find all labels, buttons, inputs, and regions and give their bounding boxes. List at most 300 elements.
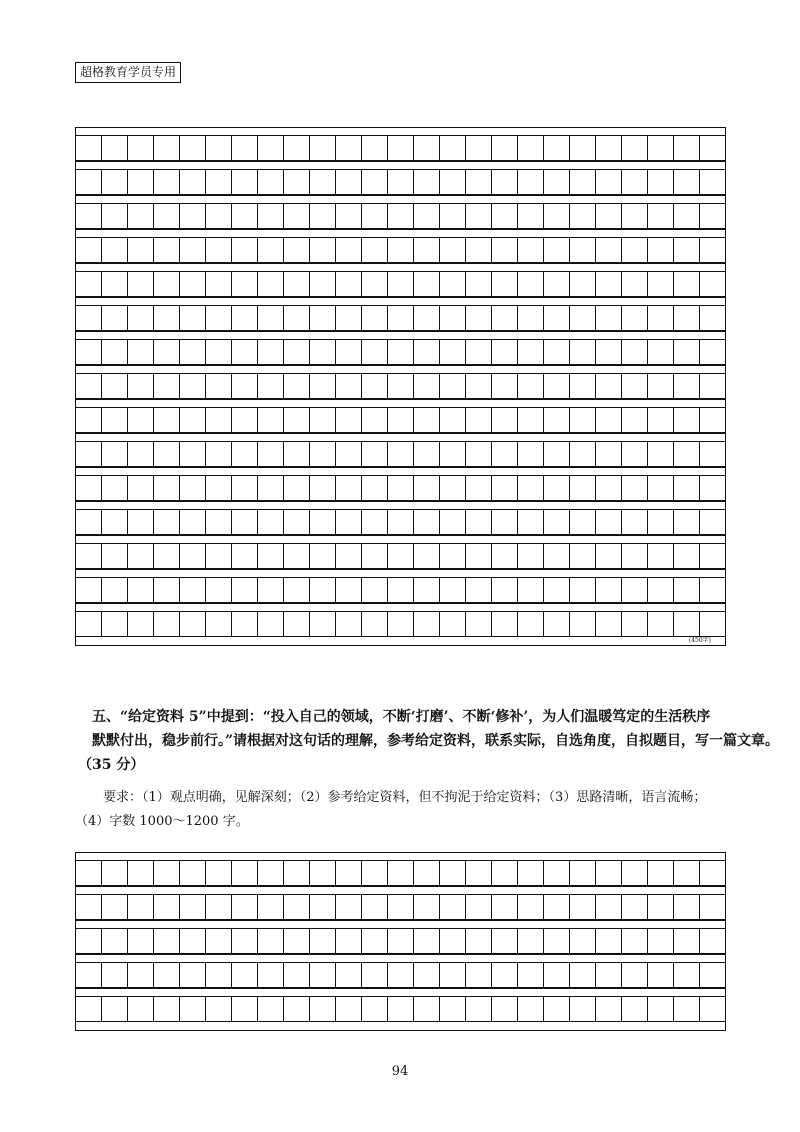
grid-cell[interactable] xyxy=(465,510,491,534)
grid-cell[interactable] xyxy=(179,272,205,296)
grid-cell[interactable] xyxy=(491,997,517,1021)
grid-cell[interactable] xyxy=(569,340,595,364)
grid-cell[interactable] xyxy=(309,861,335,885)
grid-cell[interactable] xyxy=(257,963,283,987)
grid-cell[interactable] xyxy=(699,272,725,296)
grid-cell[interactable] xyxy=(543,204,569,228)
grid-cell[interactable] xyxy=(491,408,517,432)
grid-cell[interactable] xyxy=(439,408,465,432)
grid-cell[interactable] xyxy=(387,476,413,500)
grid-cell[interactable] xyxy=(699,929,725,953)
grid-cell[interactable] xyxy=(517,476,543,500)
grid-cell[interactable] xyxy=(283,374,309,398)
grid-cell[interactable] xyxy=(257,374,283,398)
grid-cell[interactable] xyxy=(335,306,361,330)
grid-cell[interactable] xyxy=(387,895,413,919)
grid-cell[interactable] xyxy=(517,544,543,568)
grid-cell[interactable] xyxy=(439,578,465,602)
grid-cell[interactable] xyxy=(595,612,621,636)
grid-cell[interactable] xyxy=(699,408,725,432)
grid-cell[interactable] xyxy=(257,340,283,364)
grid-cell[interactable] xyxy=(543,861,569,885)
grid-cell[interactable] xyxy=(283,997,309,1021)
grid-cell[interactable] xyxy=(387,272,413,296)
grid-cell[interactable] xyxy=(413,442,439,466)
grid-cell[interactable] xyxy=(491,170,517,194)
grid-cell[interactable] xyxy=(179,408,205,432)
grid-cell[interactable] xyxy=(335,997,361,1021)
grid-cell[interactable] xyxy=(231,963,257,987)
grid-cell[interactable] xyxy=(101,612,127,636)
grid-cell[interactable] xyxy=(647,408,673,432)
grid-cell[interactable] xyxy=(153,408,179,432)
grid-cell[interactable] xyxy=(517,272,543,296)
grid-cell[interactable] xyxy=(621,204,647,228)
grid-cell[interactable] xyxy=(127,929,153,953)
grid-cell[interactable] xyxy=(257,510,283,534)
grid-cell[interactable] xyxy=(413,578,439,602)
grid-cell[interactable] xyxy=(673,272,699,296)
grid-cell[interactable] xyxy=(699,442,725,466)
grid-cell[interactable] xyxy=(517,861,543,885)
grid-cell[interactable] xyxy=(699,963,725,987)
grid-cell[interactable] xyxy=(439,238,465,262)
grid-cell[interactable] xyxy=(673,374,699,398)
grid-cell[interactable] xyxy=(361,861,387,885)
grid-cell[interactable] xyxy=(309,340,335,364)
grid-cell[interactable] xyxy=(127,442,153,466)
grid-cell[interactable] xyxy=(257,204,283,228)
grid-cell[interactable] xyxy=(699,997,725,1021)
grid-cell[interactable] xyxy=(101,544,127,568)
grid-cell[interactable] xyxy=(309,997,335,1021)
grid-cell[interactable] xyxy=(205,929,231,953)
grid-cell[interactable] xyxy=(673,612,699,636)
grid-cell[interactable] xyxy=(413,272,439,296)
grid-cell[interactable] xyxy=(517,238,543,262)
grid-cell[interactable] xyxy=(673,861,699,885)
grid-cell[interactable] xyxy=(491,929,517,953)
grid-cell[interactable] xyxy=(127,476,153,500)
grid-cell[interactable] xyxy=(101,578,127,602)
grid-cell[interactable] xyxy=(76,510,101,534)
grid-cell[interactable] xyxy=(595,895,621,919)
grid-cell[interactable] xyxy=(439,170,465,194)
grid-cell[interactable] xyxy=(543,442,569,466)
grid-cell[interactable] xyxy=(465,997,491,1021)
grid-cell[interactable] xyxy=(387,408,413,432)
grid-cell[interactable] xyxy=(543,510,569,534)
grid-cell[interactable] xyxy=(257,408,283,432)
grid-cell[interactable] xyxy=(361,963,387,987)
grid-cell[interactable] xyxy=(517,997,543,1021)
grid-cell[interactable] xyxy=(621,578,647,602)
grid-cell[interactable] xyxy=(127,861,153,885)
grid-cell[interactable] xyxy=(127,204,153,228)
grid-cell[interactable] xyxy=(283,136,309,160)
grid-cell[interactable] xyxy=(673,963,699,987)
grid-cell[interactable] xyxy=(309,408,335,432)
grid-cell[interactable] xyxy=(491,272,517,296)
grid-cell[interactable] xyxy=(101,204,127,228)
grid-cell[interactable] xyxy=(673,544,699,568)
grid-cell[interactable] xyxy=(127,544,153,568)
grid-cell[interactable] xyxy=(465,895,491,919)
grid-cell[interactable] xyxy=(413,963,439,987)
grid-cell[interactable] xyxy=(101,929,127,953)
grid-cell[interactable] xyxy=(231,306,257,330)
grid-cell[interactable] xyxy=(205,136,231,160)
grid-cell[interactable] xyxy=(413,510,439,534)
grid-cell[interactable] xyxy=(205,861,231,885)
grid-cell[interactable] xyxy=(335,170,361,194)
grid-cell[interactable] xyxy=(335,544,361,568)
grid-cell[interactable] xyxy=(569,204,595,228)
grid-cell[interactable] xyxy=(595,374,621,398)
grid-cell[interactable] xyxy=(673,476,699,500)
grid-cell[interactable] xyxy=(413,544,439,568)
grid-cell[interactable] xyxy=(335,476,361,500)
grid-cell[interactable] xyxy=(361,997,387,1021)
grid-cell[interactable] xyxy=(231,476,257,500)
grid-cell[interactable] xyxy=(205,510,231,534)
grid-cell[interactable] xyxy=(309,170,335,194)
grid-cell[interactable] xyxy=(491,578,517,602)
grid-cell[interactable] xyxy=(309,272,335,296)
grid-cell[interactable] xyxy=(543,238,569,262)
grid-cell[interactable] xyxy=(595,238,621,262)
grid-cell[interactable] xyxy=(517,408,543,432)
grid-cell[interactable] xyxy=(699,170,725,194)
grid-cell[interactable] xyxy=(179,442,205,466)
grid-cell[interactable] xyxy=(517,963,543,987)
grid-cell[interactable] xyxy=(647,272,673,296)
grid-cell[interactable] xyxy=(491,204,517,228)
grid-cell[interactable] xyxy=(101,895,127,919)
grid-cell[interactable] xyxy=(673,997,699,1021)
grid-cell[interactable] xyxy=(309,136,335,160)
grid-cell[interactable] xyxy=(491,544,517,568)
grid-cell[interactable] xyxy=(361,895,387,919)
grid-cell[interactable] xyxy=(387,340,413,364)
grid-cell[interactable] xyxy=(569,510,595,534)
grid-cell[interactable] xyxy=(205,340,231,364)
grid-cell[interactable] xyxy=(309,895,335,919)
grid-cell[interactable] xyxy=(76,442,101,466)
grid-cell[interactable] xyxy=(127,578,153,602)
grid-cell[interactable] xyxy=(179,929,205,953)
grid-cell[interactable] xyxy=(413,170,439,194)
grid-cell[interactable] xyxy=(153,238,179,262)
grid-cell[interactable] xyxy=(517,306,543,330)
grid-cell[interactable] xyxy=(673,136,699,160)
grid-cell[interactable] xyxy=(491,476,517,500)
grid-cell[interactable] xyxy=(283,861,309,885)
grid-cell[interactable] xyxy=(283,204,309,228)
grid-cell[interactable] xyxy=(491,136,517,160)
grid-cell[interactable] xyxy=(179,578,205,602)
grid-cell[interactable] xyxy=(335,374,361,398)
grid-cell[interactable] xyxy=(699,544,725,568)
grid-cell[interactable] xyxy=(179,340,205,364)
grid-cell[interactable] xyxy=(517,374,543,398)
grid-cell[interactable] xyxy=(699,510,725,534)
grid-cell[interactable] xyxy=(335,136,361,160)
grid-cell[interactable] xyxy=(179,238,205,262)
grid-cell[interactable] xyxy=(335,612,361,636)
grid-cell[interactable] xyxy=(205,170,231,194)
grid-cell[interactable] xyxy=(283,510,309,534)
grid-cell[interactable] xyxy=(101,510,127,534)
grid-cell[interactable] xyxy=(387,374,413,398)
grid-cell[interactable] xyxy=(673,408,699,432)
grid-cell[interactable] xyxy=(127,340,153,364)
grid-cell[interactable] xyxy=(283,340,309,364)
grid-cell[interactable] xyxy=(439,895,465,919)
grid-cell[interactable] xyxy=(101,476,127,500)
grid-cell[interactable] xyxy=(595,578,621,602)
grid-cell[interactable] xyxy=(621,612,647,636)
grid-cell[interactable] xyxy=(127,306,153,330)
grid-cell[interactable] xyxy=(127,895,153,919)
grid-cell[interactable] xyxy=(413,306,439,330)
grid-cell[interactable] xyxy=(465,929,491,953)
grid-cell[interactable] xyxy=(257,476,283,500)
grid-cell[interactable] xyxy=(517,204,543,228)
grid-cell[interactable] xyxy=(153,272,179,296)
grid-cell[interactable] xyxy=(101,997,127,1021)
grid-cell[interactable] xyxy=(205,408,231,432)
grid-cell[interactable] xyxy=(153,510,179,534)
grid-cell[interactable] xyxy=(101,170,127,194)
grid-cell[interactable] xyxy=(205,306,231,330)
grid-cell[interactable] xyxy=(673,238,699,262)
grid-cell[interactable] xyxy=(595,170,621,194)
grid-cell[interactable] xyxy=(283,578,309,602)
grid-cell[interactable] xyxy=(231,170,257,194)
grid-cell[interactable] xyxy=(699,895,725,919)
grid-cell[interactable] xyxy=(361,136,387,160)
grid-cell[interactable] xyxy=(153,963,179,987)
grid-cell[interactable] xyxy=(283,612,309,636)
grid-cell[interactable] xyxy=(283,170,309,194)
grid-cell[interactable] xyxy=(76,861,101,885)
grid-cell[interactable] xyxy=(179,374,205,398)
grid-cell[interactable] xyxy=(101,340,127,364)
grid-cell[interactable] xyxy=(517,170,543,194)
grid-cell[interactable] xyxy=(699,306,725,330)
grid-cell[interactable] xyxy=(231,408,257,432)
grid-cell[interactable] xyxy=(569,408,595,432)
grid-cell[interactable] xyxy=(491,612,517,636)
grid-cell[interactable] xyxy=(283,238,309,262)
grid-cell[interactable] xyxy=(283,272,309,296)
grid-cell[interactable] xyxy=(335,578,361,602)
grid-cell[interactable] xyxy=(491,238,517,262)
grid-cell[interactable] xyxy=(231,238,257,262)
grid-cell[interactable] xyxy=(361,408,387,432)
grid-cell[interactable] xyxy=(595,204,621,228)
grid-cell[interactable] xyxy=(127,238,153,262)
grid-cell[interactable] xyxy=(647,861,673,885)
grid-cell[interactable] xyxy=(595,272,621,296)
grid-cell[interactable] xyxy=(309,442,335,466)
grid-cell[interactable] xyxy=(205,963,231,987)
grid-cell[interactable] xyxy=(517,612,543,636)
grid-cell[interactable] xyxy=(517,442,543,466)
grid-cell[interactable] xyxy=(309,578,335,602)
grid-cell[interactable] xyxy=(257,578,283,602)
grid-cell[interactable] xyxy=(361,510,387,534)
grid-cell[interactable] xyxy=(465,476,491,500)
grid-cell[interactable] xyxy=(153,170,179,194)
grid-cell[interactable] xyxy=(361,238,387,262)
grid-cell[interactable] xyxy=(231,340,257,364)
grid-cell[interactable] xyxy=(543,997,569,1021)
grid-cell[interactable] xyxy=(595,340,621,364)
grid-cell[interactable] xyxy=(153,578,179,602)
grid-cell[interactable] xyxy=(647,510,673,534)
grid-cell[interactable] xyxy=(491,861,517,885)
grid-cell[interactable] xyxy=(543,272,569,296)
grid-cell[interactable] xyxy=(257,895,283,919)
grid-cell[interactable] xyxy=(76,929,101,953)
grid-cell[interactable] xyxy=(491,510,517,534)
grid-cell[interactable] xyxy=(153,544,179,568)
grid-cell[interactable] xyxy=(309,204,335,228)
grid-cell[interactable] xyxy=(335,510,361,534)
grid-cell[interactable] xyxy=(231,272,257,296)
grid-cell[interactable] xyxy=(205,578,231,602)
grid-cell[interactable] xyxy=(387,510,413,534)
grid-cell[interactable] xyxy=(439,340,465,364)
grid-cell[interactable] xyxy=(205,997,231,1021)
grid-cell[interactable] xyxy=(413,861,439,885)
grid-cell[interactable] xyxy=(231,861,257,885)
grid-cell[interactable] xyxy=(257,612,283,636)
grid-cell[interactable] xyxy=(76,476,101,500)
grid-cell[interactable] xyxy=(491,340,517,364)
grid-cell[interactable] xyxy=(387,204,413,228)
grid-cell[interactable] xyxy=(517,929,543,953)
grid-cell[interactable] xyxy=(101,442,127,466)
grid-cell[interactable] xyxy=(699,612,725,636)
grid-cell[interactable] xyxy=(231,895,257,919)
grid-cell[interactable] xyxy=(621,997,647,1021)
grid-cell[interactable] xyxy=(179,612,205,636)
grid-cell[interactable] xyxy=(543,408,569,432)
grid-cell[interactable] xyxy=(179,544,205,568)
grid-cell[interactable] xyxy=(569,170,595,194)
grid-cell[interactable] xyxy=(309,510,335,534)
grid-cell[interactable] xyxy=(153,476,179,500)
grid-cell[interactable] xyxy=(361,578,387,602)
grid-cell[interactable] xyxy=(543,374,569,398)
grid-cell[interactable] xyxy=(205,204,231,228)
grid-cell[interactable] xyxy=(335,272,361,296)
grid-cell[interactable] xyxy=(465,170,491,194)
grid-cell[interactable] xyxy=(595,408,621,432)
grid-cell[interactable] xyxy=(153,997,179,1021)
grid-cell[interactable] xyxy=(595,861,621,885)
grid-cell[interactable] xyxy=(647,204,673,228)
grid-cell[interactable] xyxy=(361,306,387,330)
grid-cell[interactable] xyxy=(179,997,205,1021)
grid-cell[interactable] xyxy=(673,895,699,919)
grid-cell[interactable] xyxy=(335,929,361,953)
grid-cell[interactable] xyxy=(335,340,361,364)
grid-cell[interactable] xyxy=(361,929,387,953)
grid-cell[interactable] xyxy=(153,340,179,364)
grid-cell[interactable] xyxy=(387,442,413,466)
grid-cell[interactable] xyxy=(673,170,699,194)
grid-cell[interactable] xyxy=(621,136,647,160)
grid-cell[interactable] xyxy=(231,374,257,398)
grid-cell[interactable] xyxy=(647,476,673,500)
grid-cell[interactable] xyxy=(76,895,101,919)
grid-cell[interactable] xyxy=(127,170,153,194)
grid-cell[interactable] xyxy=(76,306,101,330)
grid-cell[interactable] xyxy=(647,442,673,466)
grid-cell[interactable] xyxy=(309,238,335,262)
grid-cell[interactable] xyxy=(543,170,569,194)
grid-cell[interactable] xyxy=(465,963,491,987)
grid-cell[interactable] xyxy=(517,510,543,534)
grid-cell[interactable] xyxy=(647,170,673,194)
grid-cell[interactable] xyxy=(517,136,543,160)
grid-cell[interactable] xyxy=(413,895,439,919)
grid-cell[interactable] xyxy=(543,136,569,160)
grid-cell[interactable] xyxy=(569,136,595,160)
grid-cell[interactable] xyxy=(387,170,413,194)
grid-cell[interactable] xyxy=(569,997,595,1021)
grid-cell[interactable] xyxy=(153,929,179,953)
grid-cell[interactable] xyxy=(179,963,205,987)
grid-cell[interactable] xyxy=(413,929,439,953)
grid-cell[interactable] xyxy=(205,374,231,398)
grid-cell[interactable] xyxy=(309,374,335,398)
grid-cell[interactable] xyxy=(387,544,413,568)
grid-cell[interactable] xyxy=(595,306,621,330)
grid-cell[interactable] xyxy=(153,861,179,885)
grid-cell[interactable] xyxy=(231,136,257,160)
grid-cell[interactable] xyxy=(491,374,517,398)
grid-cell[interactable] xyxy=(76,578,101,602)
grid-cell[interactable] xyxy=(465,861,491,885)
grid-cell[interactable] xyxy=(361,204,387,228)
grid-cell[interactable] xyxy=(465,238,491,262)
grid-cell[interactable] xyxy=(257,442,283,466)
grid-cell[interactable] xyxy=(439,374,465,398)
grid-cell[interactable] xyxy=(673,510,699,534)
grid-cell[interactable] xyxy=(76,612,101,636)
grid-cell[interactable] xyxy=(205,272,231,296)
grid-cell[interactable] xyxy=(309,612,335,636)
grid-cell[interactable] xyxy=(205,612,231,636)
grid-cell[interactable] xyxy=(621,170,647,194)
grid-cell[interactable] xyxy=(101,238,127,262)
grid-cell[interactable] xyxy=(76,374,101,398)
grid-cell[interactable] xyxy=(465,578,491,602)
grid-cell[interactable] xyxy=(439,544,465,568)
grid-cell[interactable] xyxy=(595,442,621,466)
grid-cell[interactable] xyxy=(621,929,647,953)
grid-cell[interactable] xyxy=(699,136,725,160)
grid-cell[interactable] xyxy=(257,929,283,953)
grid-cell[interactable] xyxy=(621,510,647,534)
grid-cell[interactable] xyxy=(387,612,413,636)
grid-cell[interactable] xyxy=(569,442,595,466)
